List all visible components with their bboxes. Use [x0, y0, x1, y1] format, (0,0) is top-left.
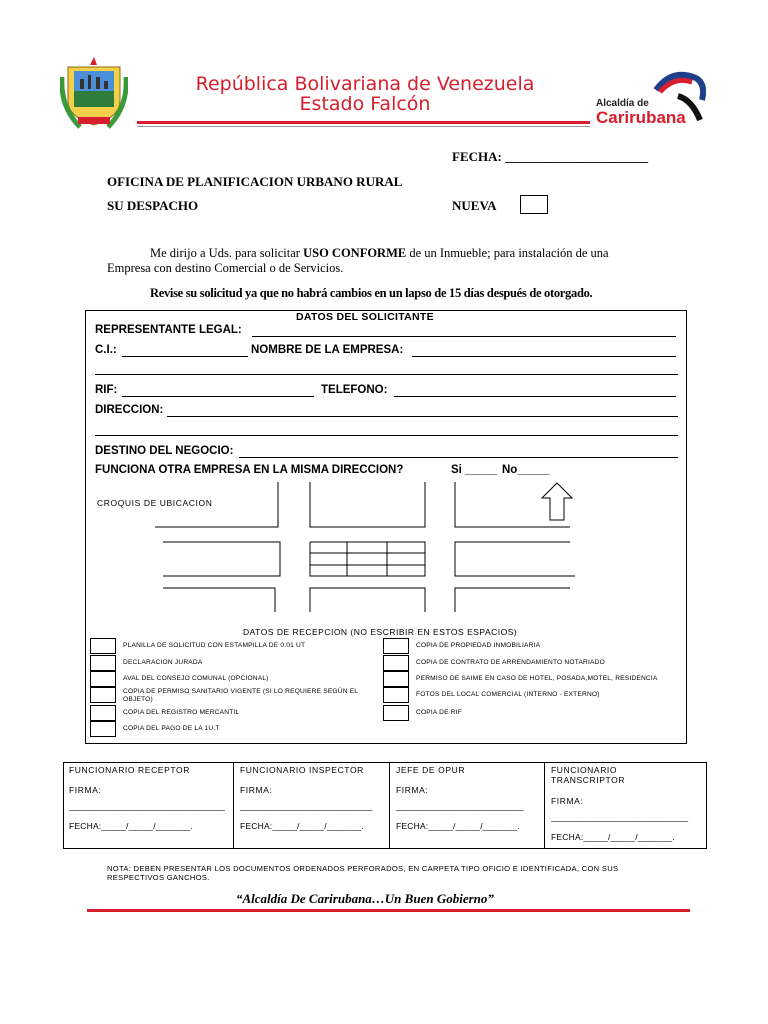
right-checkbox[interactable] [383, 638, 409, 654]
north-arrow-icon [540, 482, 574, 527]
representante-label: REPRESENTANTE LEGAL: [95, 324, 242, 336]
right-checkbox[interactable] [383, 671, 409, 687]
no-option[interactable]: No_____ [502, 464, 550, 476]
fecha-field[interactable]: FECHA:_____/_____/_______. [69, 821, 193, 831]
left-item-label: AVAL DEL CONSEJO COMUNAL (OPCIONAL) [123, 675, 269, 682]
croquis-label: CROQUIS DE UBICACION [97, 498, 213, 508]
left-checkbox[interactable] [90, 721, 116, 737]
empresa-label: NOMBRE DE LA EMPRESA: [251, 344, 404, 356]
left-checkbox[interactable] [90, 638, 116, 654]
logo-big-text: Carirubana [596, 108, 686, 127]
rif-field[interactable] [122, 396, 314, 397]
right-item-label: FOTOS DEL LOCAL COMERCIAL (INTERNO - EXTERNO) [416, 691, 600, 698]
ci-field[interactable] [122, 356, 248, 357]
header-grey-rule [137, 126, 590, 127]
direccion-label: DIRECCION: [95, 404, 164, 416]
right-item-label: COPIA DE CONTRATO DE ARRENDAMIENTO NOTARIADO [416, 659, 605, 666]
left-item-label: COPIA DEL PAGO DE LA 1U.T [123, 725, 220, 732]
col-divider-2 [389, 762, 390, 848]
representante-field[interactable] [252, 336, 676, 337]
destino-label: DESTINO DEL NEGOCIO: [95, 445, 234, 457]
telefono-field[interactable] [394, 396, 676, 397]
destino-field[interactable] [239, 457, 678, 458]
firma-label: FIRMA: [551, 796, 584, 806]
funciona-question: FUNCIONA OTRA EMPRESA EN LA MISMA DIRECCION? [95, 464, 404, 476]
firma-line[interactable]: ____________________________ [240, 801, 373, 811]
left-item-label: DECLARACION JURADA [123, 659, 203, 666]
left-checkbox[interactable] [90, 655, 116, 671]
firma-line[interactable]: ___________________________ [396, 801, 524, 811]
si-option[interactable]: Si _____ [451, 464, 498, 476]
empresa-field[interactable] [412, 356, 676, 357]
right-checkbox[interactable] [383, 655, 409, 671]
ci-label: C.I.: [95, 344, 117, 356]
funcionario-title: FUNCIONARIO RECEPTOR [69, 765, 190, 775]
despacho-label: SU DESPACHO [107, 198, 199, 213]
col-divider-3 [544, 762, 545, 848]
funcionario-title: FUNCIONARIO TRANSCRIPTOR [551, 765, 626, 785]
right-item-label: COPIA DE RIF [416, 709, 462, 716]
left-item-label: PLANILLA DE SOLICITUD CON ESTAMPILLA DE 0.01 UT [123, 642, 306, 649]
direccion-field-2[interactable] [95, 435, 678, 436]
firma-line[interactable]: _____________________________ [551, 812, 689, 822]
nueva-label: NUEVA [452, 198, 497, 213]
header-line-1: República Bolivariana de Venezuela [195, 73, 535, 95]
right-checkbox[interactable] [383, 687, 409, 703]
left-item-label: COPIA DE PERMISO SANITARIO VIGENTE (SI LO REQUIERE SEGÚN EL OBJETO) [123, 688, 358, 703]
fecha-field[interactable]: FECHA:_____/_____/_______. [551, 832, 675, 842]
firma-label: FIRMA: [69, 785, 102, 795]
fecha-field[interactable]: FECHA:_____/_____/_______. [240, 821, 364, 831]
left-checkbox[interactable] [90, 671, 116, 687]
recepcion-title: DATOS DE RECEPCION (NO ESCRIBIR EN ESTOS ESPACIOS) [243, 627, 518, 637]
request-line-2: Empresa con destino Comercial o de Servicios. [107, 261, 344, 275]
logo-small-text: Alcaldía de [596, 98, 649, 109]
fecha-label: FECHA: ______________________ [452, 149, 649, 164]
empresa-field-2[interactable] [95, 374, 678, 375]
right-checkbox[interactable] [383, 705, 409, 721]
direccion-field[interactable] [167, 416, 678, 417]
header-line-2: Estado Falcón [299, 93, 431, 115]
footer-red-rule [87, 909, 690, 912]
left-checkbox[interactable] [90, 705, 116, 721]
slogan: “Alcaldía De Carirubana…Un Buen Gobierno” [236, 891, 494, 906]
left-checkbox[interactable] [90, 687, 116, 703]
funcionario-title: JEFE DE OPUR [396, 765, 466, 775]
fecha-field[interactable]: FECHA:_____/_____/_______. [396, 821, 520, 831]
warning-text: Revise su solicitud ya que no habrá cambios en un lapso de 15 días después de otorgado. [150, 286, 593, 300]
solicitante-title: DATOS DEL SOLICITANTE [296, 311, 434, 323]
carirubana-logo [594, 70, 709, 126]
uso-conforme-text: USO CONFORME [303, 246, 407, 260]
funcionario-title: FUNCIONARIO INSPECTOR [240, 765, 364, 775]
header-red-rule [137, 121, 590, 124]
nota-text: NOTA: DEBEN PRESENTAR LOS DOCUMENTOS ORDENADOS PERFORADOS, EN CARPETA TIPO OFICIO E IDENTIFICADA, CON SUS RESPECTIVOS GANCHOS. [107, 864, 619, 882]
right-item-label: PERMISO DE SAIME EN CASO DE HOTEL, POSADA,MOTEL, RESIDENCIA [416, 675, 658, 682]
croquis-map[interactable] [155, 480, 585, 615]
firma-line[interactable]: _________________________________ [69, 801, 226, 811]
left-item-label: COPIA DEL REGISTRO MERCANTIL [123, 709, 240, 716]
office-name: OFICINA DE PLANIFICACION URBANO RURAL [107, 174, 403, 189]
nueva-checkbox[interactable] [520, 195, 548, 214]
coat-of-arms-logo [60, 57, 128, 131]
request-prefix: Me dirijo a Uds. para solicitar [150, 246, 304, 260]
rif-label: RIF: [95, 384, 118, 396]
firma-label: FIRMA: [240, 785, 273, 795]
firma-label: FIRMA: [396, 785, 429, 795]
header-title [195, 74, 535, 114]
telefono-label: TELEFONO: [321, 384, 388, 396]
request-suffix: de un Inmueble; para instalación de una [406, 246, 609, 260]
request-paragraph [107, 246, 667, 276]
right-item-label: COPIA DE PROPIEDAD INMOBILIARIA [416, 642, 541, 649]
col-divider-1 [233, 762, 234, 848]
